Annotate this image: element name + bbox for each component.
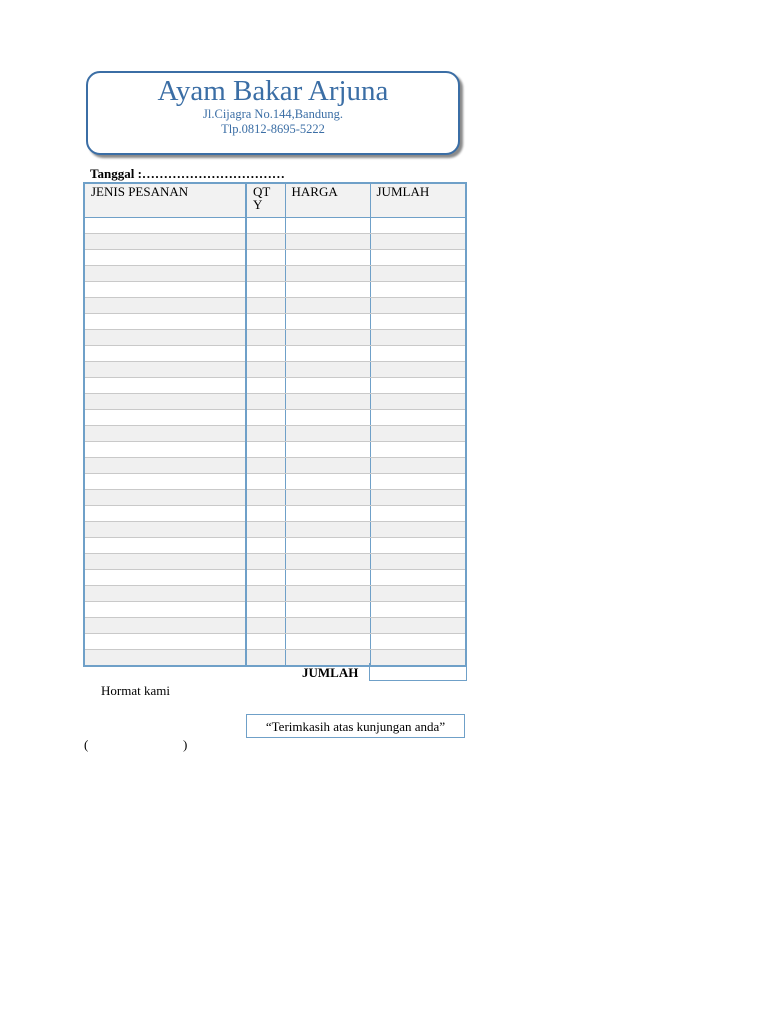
table-header-row [84,183,466,218]
table-row [84,586,466,602]
table-row [84,522,466,538]
qty-cell[interactable] [246,554,285,570]
table-row [84,554,466,570]
price-cell[interactable] [285,634,370,650]
column-header-item: JENIS PESANAN [84,183,246,218]
total-value-box[interactable] [369,663,467,681]
qty-cell[interactable] [246,362,285,378]
item-cell[interactable] [84,234,246,250]
column-header-qty: QT Y [246,183,285,218]
shop-name: Ayam Bakar Arjuna [157,75,389,107]
item-cell[interactable] [84,330,246,346]
total-cell[interactable] [370,570,466,586]
price-cell[interactable] [285,378,370,394]
total-cell[interactable] [370,442,466,458]
qty-cell[interactable] [246,490,285,506]
total-cell[interactable] [370,298,466,314]
item-cell[interactable] [84,426,246,442]
table-row [84,506,466,522]
table-row [84,490,466,506]
table-row [84,346,466,362]
qty-cell[interactable] [246,218,285,234]
table-row [84,234,466,250]
price-cell[interactable] [285,650,370,667]
table-row [84,394,466,410]
order-table-body [84,218,466,667]
price-cell[interactable] [285,474,370,490]
qty-cell[interactable] [246,458,285,474]
total-cell[interactable] [370,266,466,282]
price-cell[interactable] [285,234,370,250]
item-cell[interactable] [84,554,246,570]
signature-close-bracket: ) [183,737,188,752]
qty-cell[interactable] [246,346,285,362]
total-cell[interactable] [370,234,466,250]
total-cell[interactable] [370,378,466,394]
total-cell[interactable] [370,314,466,330]
qty-cell[interactable] [246,410,285,426]
price-cell[interactable] [285,618,370,634]
item-cell[interactable] [84,314,246,330]
qty-cell[interactable] [246,282,285,298]
qty-cell[interactable] [246,602,285,618]
table-row [84,474,466,490]
regards-text: Hormat kami [101,683,170,698]
price-cell[interactable] [285,602,370,618]
table-row [84,602,466,618]
item-cell[interactable] [84,442,246,458]
item-cell[interactable] [84,602,246,618]
total-cell[interactable] [370,458,466,474]
column-header-total: JUMLAH [370,183,466,218]
table-row [84,378,466,394]
price-cell[interactable] [285,442,370,458]
item-cell[interactable] [84,570,246,586]
total-cell[interactable] [370,330,466,346]
price-cell[interactable] [285,314,370,330]
price-cell[interactable] [285,522,370,538]
item-cell[interactable] [84,410,246,426]
qty-cell[interactable] [246,378,285,394]
price-cell[interactable] [285,570,370,586]
column-header-price: HARGA [285,183,370,218]
qty-cell[interactable] [246,522,285,538]
total-cell[interactable] [370,426,466,442]
qty-cell[interactable] [246,634,285,650]
item-cell[interactable] [84,266,246,282]
table-row [84,282,466,298]
item-cell[interactable] [84,394,246,410]
price-cell[interactable] [285,250,370,266]
shop-address: Jl.Cijagra No.144,Bandung. [203,107,343,121]
item-cell[interactable] [84,378,246,394]
order-table [83,182,467,667]
table-row [84,458,466,474]
item-cell[interactable] [84,506,246,522]
table-row [84,410,466,426]
price-cell[interactable] [285,506,370,522]
total-cell[interactable] [370,634,466,650]
table-row [84,618,466,634]
table-row [84,570,466,586]
total-cell[interactable] [370,474,466,490]
price-cell[interactable] [285,282,370,298]
item-cell[interactable] [84,538,246,554]
price-cell[interactable] [285,362,370,378]
item-cell[interactable] [84,298,246,314]
total-cell[interactable] [370,410,466,426]
price-cell[interactable] [285,458,370,474]
price-cell[interactable] [285,410,370,426]
total-cell[interactable] [370,618,466,634]
item-cell[interactable] [84,490,246,506]
total-cell[interactable] [370,602,466,618]
price-cell[interactable] [285,554,370,570]
total-cell[interactable] [370,506,466,522]
qty-cell[interactable] [246,506,285,522]
shop-header [86,71,460,155]
total-cell[interactable] [370,282,466,298]
total-label: JUMLAH [302,665,359,680]
total-cell[interactable] [370,538,466,554]
qty-cell[interactable] [246,426,285,442]
qty-cell[interactable] [246,266,285,282]
total-cell[interactable] [370,362,466,378]
item-cell[interactable] [84,250,246,266]
table-row [84,218,466,234]
item-cell[interactable] [84,618,246,634]
item-cell[interactable] [84,282,246,298]
total-cell[interactable] [370,490,466,506]
total-cell[interactable] [370,522,466,538]
price-cell[interactable] [285,538,370,554]
item-cell[interactable] [84,458,246,474]
qty-cell[interactable] [246,538,285,554]
price-cell[interactable] [285,218,370,234]
table-row [84,426,466,442]
qty-cell[interactable] [246,330,285,346]
qty-cell[interactable] [246,394,285,410]
total-cell[interactable] [370,554,466,570]
thanks-message: “Terimkasih atas kunjungan anda” [246,714,465,738]
signature-open-bracket: ( [84,737,89,752]
total-cell[interactable] [370,394,466,410]
item-cell[interactable] [84,218,246,234]
item-cell[interactable] [84,586,246,602]
price-cell[interactable] [285,426,370,442]
table-row [84,362,466,378]
shop-phone: Tlp.0812-8695-5222 [221,122,325,136]
qty-cell[interactable] [246,474,285,490]
price-cell[interactable] [285,346,370,362]
item-cell[interactable] [84,474,246,490]
qty-cell[interactable] [246,250,285,266]
price-cell[interactable] [285,330,370,346]
qty-cell[interactable] [246,234,285,250]
table-row [84,250,466,266]
table-row [84,634,466,650]
table-row [84,442,466,458]
item-cell[interactable] [84,362,246,378]
qty-cell[interactable] [246,586,285,602]
date-line: Tanggal :…………………………… [90,166,285,181]
qty-cell[interactable] [246,298,285,314]
table-row [84,314,466,330]
total-cell[interactable] [370,250,466,266]
table-row [84,538,466,554]
item-cell[interactable] [84,634,246,650]
item-cell[interactable] [84,522,246,538]
table-row [84,330,466,346]
table-row [84,266,466,282]
price-cell[interactable] [285,266,370,282]
price-cell[interactable] [285,298,370,314]
price-cell[interactable] [285,586,370,602]
price-cell[interactable] [285,394,370,410]
qty-cell[interactable] [246,314,285,330]
qty-cell[interactable] [246,570,285,586]
total-cell[interactable] [370,346,466,362]
item-cell[interactable] [84,346,246,362]
qty-cell[interactable] [246,650,285,667]
price-cell[interactable] [285,490,370,506]
qty-cell[interactable] [246,618,285,634]
table-row [84,298,466,314]
total-cell[interactable] [370,218,466,234]
qty-cell[interactable] [246,442,285,458]
item-cell[interactable] [84,650,246,667]
total-cell[interactable] [370,586,466,602]
